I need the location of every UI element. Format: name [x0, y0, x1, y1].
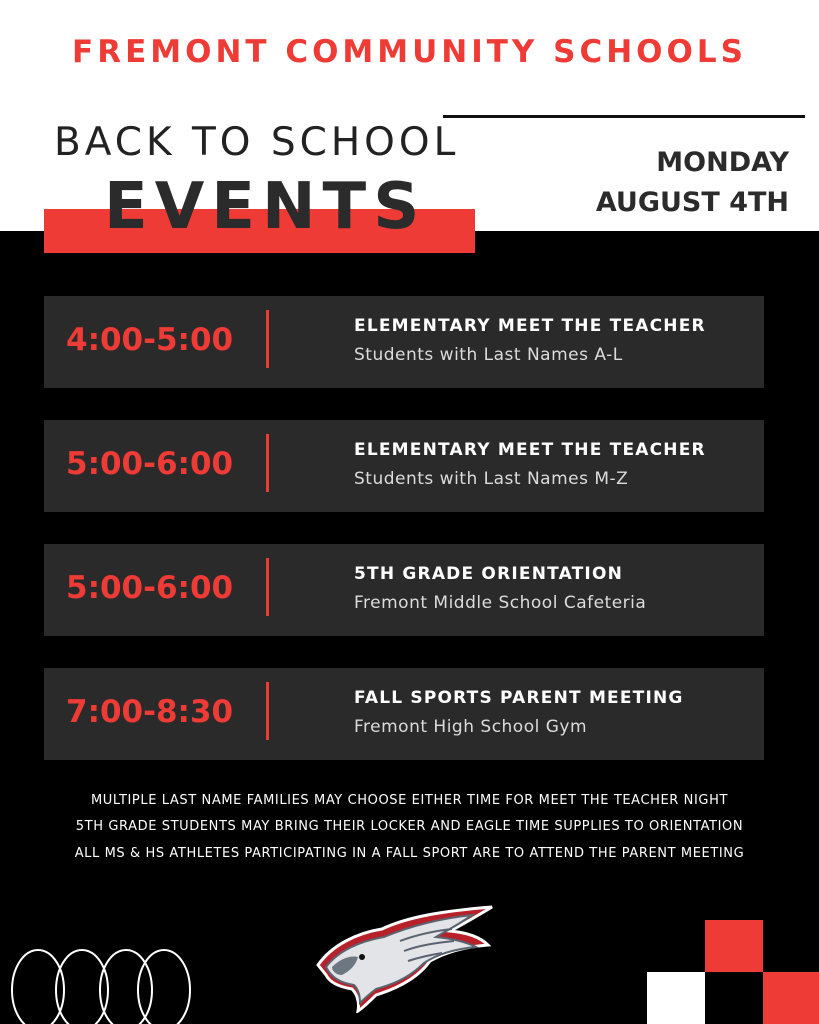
school-name: FREMONT COMMUNITY SCHOOLS — [72, 34, 747, 70]
note: 5TH GRADE STUDENTS MAY BRING THEIR LOCKER AND EAGLE TIME SUPPLIES TO ORIENTATION — [75, 819, 744, 834]
event-date — [596, 143, 789, 223]
event-time: 5:00-6:00 — [66, 570, 234, 606]
event-divider — [266, 558, 269, 616]
eagle-logo-icon — [312, 905, 496, 1013]
event-card — [44, 420, 764, 512]
note: ALL MS & HS ATHLETES PARTICIPATING IN A FALL SPORT ARE TO ATTEND THE PARENT MEETING — [74, 846, 745, 861]
event-divider — [266, 310, 269, 368]
note: MULTIPLE LAST NAME FAMILIES MAY CHOOSE EITHER TIME FOR MEET THE TEACHER NIGHT — [90, 793, 729, 808]
checker-square — [647, 972, 705, 1024]
event-card — [44, 544, 764, 636]
loop-decoration-icon — [0, 944, 200, 1024]
checker-decoration-icon — [647, 920, 819, 1024]
heading-line-2: EVENTS — [104, 170, 427, 244]
event-detail: Fremont Middle School Cafeteria — [354, 593, 647, 613]
event-title: FALL SPORTS PARENT MEETING — [354, 688, 684, 708]
event-detail: Students with Last Names A-L — [354, 345, 623, 365]
checker-square — [763, 972, 819, 1024]
event-detail: Students with Last Names M-Z — [354, 469, 629, 489]
event-divider — [266, 434, 269, 492]
event-time: 5:00-6:00 — [66, 446, 234, 482]
date-month: AUGUST 4TH — [595, 187, 789, 218]
event-title: ELEMENTARY MEET THE TEACHER — [354, 316, 706, 336]
event-card — [44, 668, 764, 760]
event-time: 4:00-5:00 — [66, 322, 234, 358]
notes-block — [44, 792, 775, 872]
heading-line-1: BACK TO SCHOOL — [54, 120, 460, 165]
event-time: 7:00-8:30 — [66, 694, 234, 730]
event-card — [44, 296, 764, 388]
event-title: 5TH GRADE ORIENTATION — [354, 564, 624, 584]
event-detail: Fremont High School Gym — [354, 717, 588, 737]
date-day: MONDAY — [656, 147, 789, 178]
event-title: ELEMENTARY MEET THE TEACHER — [354, 440, 706, 460]
checker-square — [705, 920, 763, 972]
event-divider — [266, 682, 269, 740]
header-rule — [443, 115, 805, 118]
checker-square — [705, 972, 763, 1024]
